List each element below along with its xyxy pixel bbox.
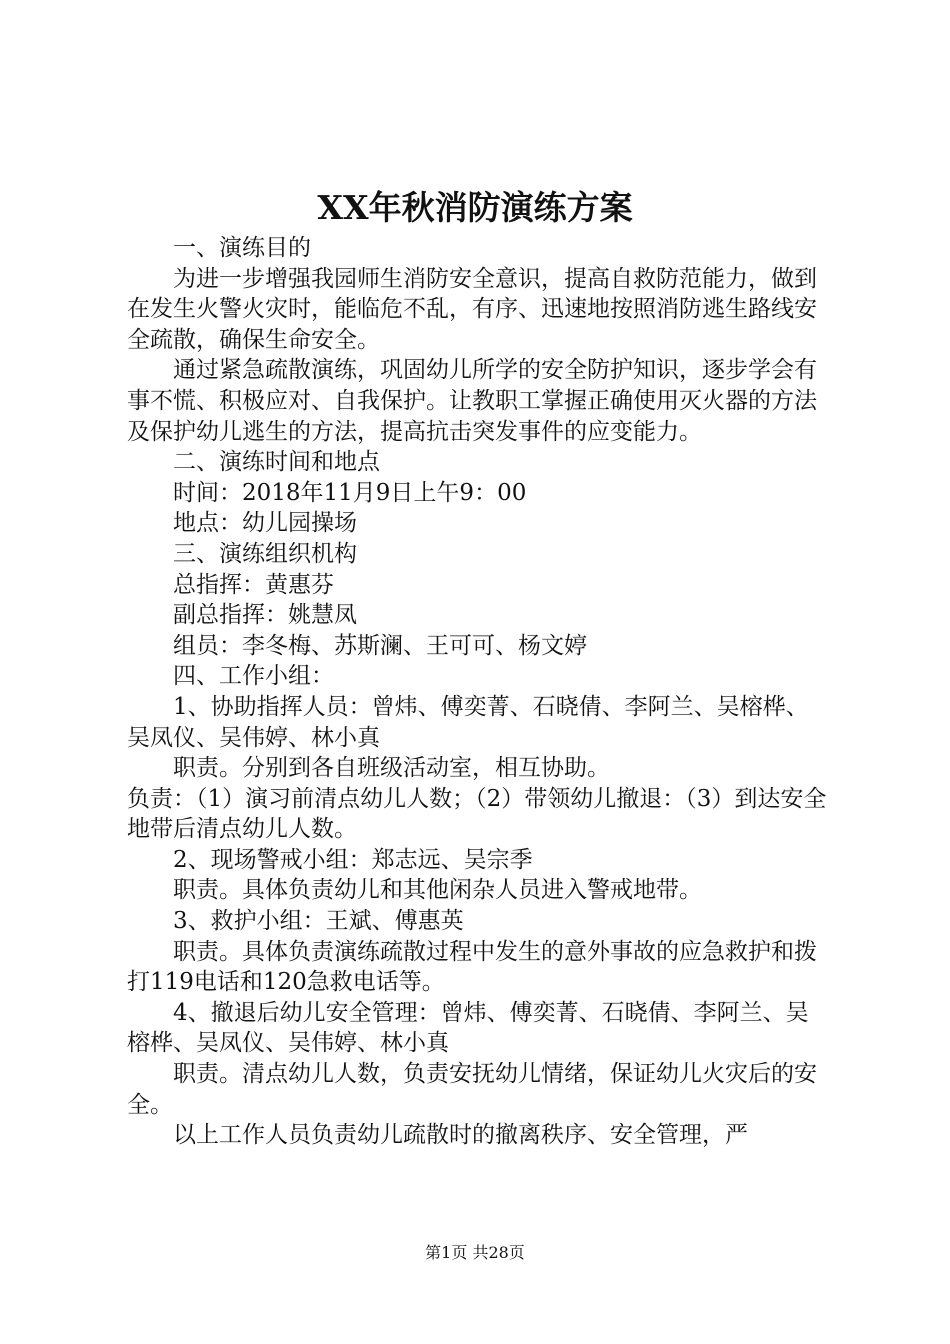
group-rescue: 3、救护小组：王斌、傅惠英 xyxy=(173,908,464,935)
group-after-evacuation: 4、撤退后幼儿安全管理：曾炜、傅奕菁、石晓倩、李阿兰、吴榕桦、吴凤仪、吴伟婷、林小真 xyxy=(127,999,809,1057)
deputy-commander: 副总指挥：姚慧凤 xyxy=(173,602,357,629)
page-title: XX年秋消防演练方案 xyxy=(317,188,633,227)
section-heading-purpose: 一、演练目的 xyxy=(173,235,311,261)
drill-place: 地点：幼儿园操场 xyxy=(173,510,357,537)
duty-rescue: 职责。具体负责演练疏散过程中发生的意外事故的应急救护和拨打119电话和120急救电话等。 xyxy=(127,938,817,996)
section-heading-time-place: 二、演练时间和地点 xyxy=(173,449,380,476)
paragraph-purpose-1: 为进一步增强我园师生消防安全意识，提高自救防范能力，做到在发生火警火灾时，能临危不乱，有序、迅速地按照消防逃生路线安全疏散，确保生命安全。 xyxy=(127,265,817,353)
section-heading-work-groups: 四、工作小组： xyxy=(173,663,334,690)
group-security: 2、现场警戒小组：郑志远、吴宗季 xyxy=(173,846,533,873)
section-heading-organization: 三、演练组织机构 xyxy=(173,540,357,567)
duty-assist-command: 职责。分别到各自班级活动室，相互协助。 xyxy=(173,755,610,782)
paragraph-purpose-2: 通过紧急疏散演练，巩固幼儿所学的安全防护知识，逐步学会有事不慌、积极应对、自我保护。让教职工掌握正确使用灭火器的方法及保护幼儿逃生的方法，提高抗击突发事件的应变能力。 xyxy=(127,357,817,445)
drill-time: 时间：2018年11月9日上午9：00 xyxy=(173,479,527,506)
duty-after-evacuation: 职责。清点幼儿人数，负责安抚幼儿情绪，保证幼儿火灾后的安全。 xyxy=(127,1061,817,1118)
duty-security: 职责。具体负责幼儿和其他闲杂人员进入警戒地带。 xyxy=(173,877,702,904)
team-members: 组员：李冬梅、苏斯澜、王可可、杨文婷 xyxy=(173,632,587,659)
group-assist-command: 1、协助指挥人员：曾炜、傅奕菁、石晓倩、李阿兰、吴榕桦、吴凤仪、吴伟婷、林小真 xyxy=(127,693,809,751)
chief-commander: 总指挥：黄惠芬 xyxy=(173,571,334,598)
page-number: 第1页 共28页 xyxy=(425,1243,525,1262)
paragraph-summary: 以上工作人员负责幼儿疏散时的撤离秩序、安全管理，严 xyxy=(173,1122,748,1149)
document-body xyxy=(127,233,831,1151)
responsibility-list: 负责：（1）演习前清点幼儿人数；（2）带领幼儿撤退：（3）到达安全地带后清点幼儿人数。 xyxy=(127,785,827,843)
